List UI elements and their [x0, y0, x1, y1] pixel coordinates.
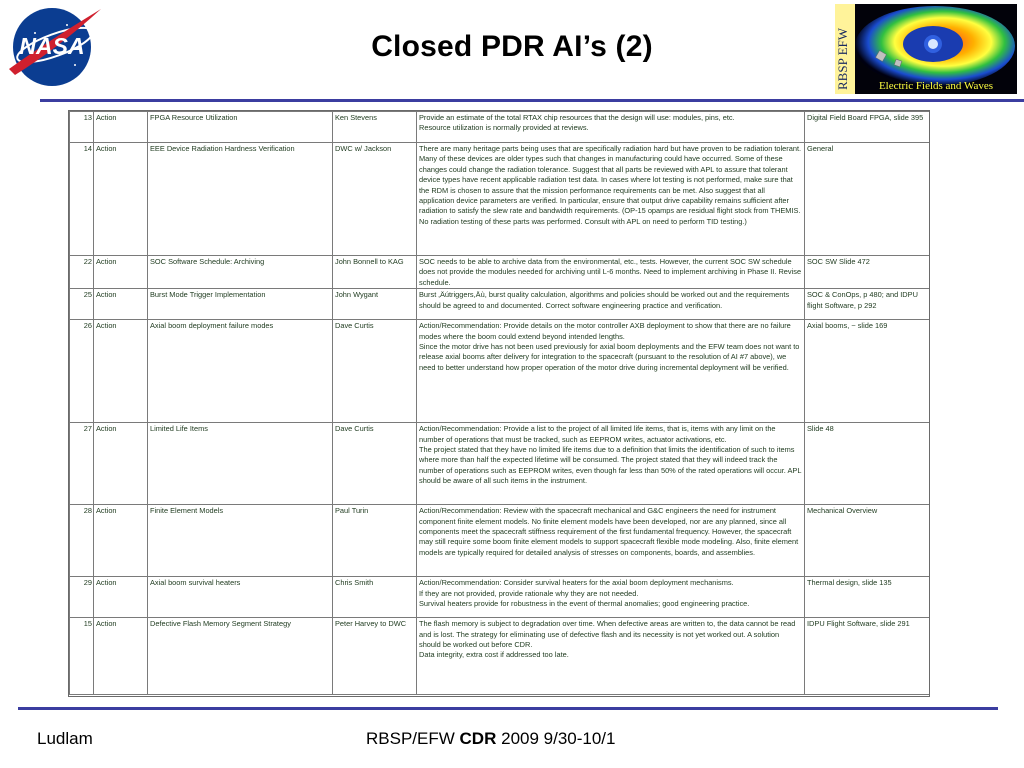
item-type-cell: Action [94, 618, 148, 695]
footer-author: Ludlam [37, 729, 93, 748]
item-reference-cell: Thermal design, slide 135 [805, 577, 931, 618]
item-title-cell: Limited Life Items [148, 423, 333, 505]
item-description-cell [417, 320, 805, 423]
item-number-cell: 29 [70, 577, 94, 618]
footer-project: RBSP/EFW [366, 729, 455, 748]
item-reference-cell: General [805, 143, 931, 256]
efw-logo [835, 4, 1017, 94]
item-number-cell: 25 [70, 289, 94, 320]
description-paragraph: There are many heritage parts being uses that are specifically radiation hard but have proven to be radiation tolerant. Many of these devices are older types such that changes in manufacturing could have occurred. Some of these changes could change the radiation tolerance. Suggest that all parts be reviewed with APL to assure that tolerant device types have recent applicable radiation test data. In cases where lot testing is not performed, make sure that the RDM is chosen to assure that the mission performance requirements can be met. Also suggest that all application device parameters are verified. In particular, ensure that output drive capability remains sufficient after radiation to satisfy the slew rate and bandwidth requirements. (OP-15 opamps are residual flight stock from THEMIS. No radiation testing of these parts was performed. Consult with APL on need to perform TID testing.) [419, 144, 802, 226]
item-description-cell [417, 143, 805, 256]
item-owner-cell: Ken Stevens [333, 112, 417, 143]
top-divider [40, 99, 1024, 102]
item-reference-cell: Mechanical Overview [805, 505, 931, 577]
item-number-cell: 14 [70, 143, 94, 256]
item-number-cell: 26 [70, 320, 94, 423]
description-paragraph: Action/Recommendation: Consider survival heaters for the axial boom deployment mechanisms. [419, 578, 734, 588]
item-type-cell: Action [94, 423, 148, 505]
action-items-table-frame [68, 110, 930, 697]
description-paragraph: Action/Recommendation: Review with the spacecraft mechanical and G&C engineers the need for instrument component finite element models. No finite element models have been developed, nor are any planned, since all components meet the spacecraft stiffness requirement of the first fundamental frequency. However, the spacecraft may still require some boom finite element models to support spacecraft flexible mode modeling. Also, finite element models are typically required for detailed analysis of stresses on components, boards, and assemblies. [419, 506, 799, 557]
item-reference-cell: SOC & ConOps, p 480; and IDPU flight Software, p 292 [805, 289, 931, 320]
item-type-cell: Action [94, 505, 148, 577]
nasa-wordmark: NASA [19, 33, 85, 59]
item-number-cell: 13 [70, 112, 94, 143]
item-type-cell: Action [94, 320, 148, 423]
item-title-cell: Axial boom deployment failure modes [148, 320, 333, 423]
item-title-cell: Burst Mode Trigger Implementation [148, 289, 333, 320]
table-row [70, 256, 931, 289]
item-type-cell: Action [94, 577, 148, 618]
item-owner-cell: John Wygant [333, 289, 417, 320]
table-row [70, 505, 931, 577]
item-reference-cell: SOC SW Slide 472 [805, 256, 931, 289]
table-row [70, 618, 931, 695]
item-reference-cell: IDPU Flight Software, slide 291 [805, 618, 931, 695]
table-row [70, 320, 931, 423]
description-paragraph: Action/Recommendation: Provide details on the motor controller AXB deployment to show that there are no failure modes where the boom could extend beyond intended lengths. [419, 321, 791, 341]
action-items-table [69, 111, 930, 695]
item-reference-cell: Slide 48 [805, 423, 931, 505]
item-number-cell: 27 [70, 423, 94, 505]
table-row [70, 289, 931, 320]
description-paragraph: Data integrity, extra cost if addressed too late. [419, 650, 569, 660]
item-description-cell [417, 256, 805, 289]
item-owner-cell: Peter Harvey to DWC [333, 618, 417, 695]
table-row [70, 112, 931, 143]
item-owner-cell: DWC w/ Jackson [333, 143, 417, 256]
item-title-cell: Finite Element Models [148, 505, 333, 577]
description-paragraph: If they are not provided, provide rationale why they are not needed. [419, 588, 639, 598]
item-type-cell: Action [94, 112, 148, 143]
item-title-cell: SOC Software Schedule: Archiving [148, 256, 333, 289]
item-title-cell: Defective Flash Memory Segment Strategy [148, 618, 333, 695]
description-paragraph: Burst ‚Äútriggers,Äù, burst quality calculation, algorithms and policies should be worked out and the requirements should be agreed to and documented. Correct software engineering practice and verification. [419, 290, 790, 310]
efw-caption: Electric Fields and Waves [878, 80, 994, 92]
efw-vertical-text: RBSP EFW [835, 27, 850, 90]
description-paragraph: Provide an estimate of the total RTAX chip resources that the design will use: modules, pins, etc. [419, 113, 735, 122]
item-title-cell: FPGA Resource Utilization [148, 112, 333, 143]
footer-review: CDR [459, 729, 497, 748]
item-number-cell: 15 [70, 618, 94, 695]
item-description-cell [417, 289, 805, 320]
item-type-cell: Action [94, 143, 148, 256]
table-row [70, 423, 931, 505]
description-paragraph: The flash memory is subject to degradation over time. When defective areas are written to, the data cannot be read and is lost. The strategy for eliminating use of defective flash and its necessity is not yet worked out. A solution should be worked out before CDR. [419, 619, 796, 650]
item-number-cell: 22 [70, 256, 94, 289]
item-description-cell [417, 618, 805, 695]
description-paragraph: Action/Recommendation: Provide a list to the project of all limited life items, that is, items with any limit on the number of operations that must be tracked, such as EEPROM writes, actuator activations, etc. [419, 424, 776, 444]
slide-title: Closed PDR AI’s (2) [371, 30, 653, 63]
table-row [70, 577, 931, 618]
description-paragraph: Survival heaters provide for robustness in the event of thermal anomalies; good engineering practice. [419, 599, 750, 609]
item-description-cell [417, 505, 805, 577]
item-owner-cell: Dave Curtis [333, 423, 417, 505]
description-paragraph: The project stated that they have no limited life items due to a definition that limits the identification of such to items where more than half the expected lifetime will be consumed. The project stated that they will indeed track the number of operations such as EEPROM writes, even though far less than 50% of the rated operations will occur. APL should be aware of all such items in the instrument. [419, 445, 802, 486]
item-owner-cell: Dave Curtis [333, 320, 417, 423]
item-title-cell: EEE Device Radiation Hardness Verification [148, 143, 333, 256]
footer-dates: 2009 9/30-10/1 [501, 729, 616, 748]
item-owner-cell: Paul Turin [333, 505, 417, 577]
item-owner-cell: Chris Smith [333, 577, 417, 618]
item-type-cell: Action [94, 289, 148, 320]
item-reference-cell: Axial booms, ~ slide 169 [805, 320, 931, 423]
item-description-cell [417, 577, 805, 618]
item-type-cell: Action [94, 256, 148, 289]
item-owner-cell: John Bonnell to KAG [333, 256, 417, 289]
description-paragraph: Since the motor drive has not been used previously for axial boom deployments and the EFW team does not want to release axial booms after delivery for integration to the spacecraft (pursuant to the resolution of AI #7 above), we need to better understand how proper operation of the motor drive during incremental deployment will be verified. [419, 342, 800, 372]
description-paragraph: Resource utilization is normally provided at reviews. [419, 123, 589, 133]
item-description-cell [417, 423, 805, 505]
description-paragraph: SOC needs to be able to archive data from the environmental, etc., tests. However, the current SOC SW schedule does not provide the modules needed for archiving until L-6 months. Need to implement archiving in Phase II. Revise schedule. [419, 257, 802, 287]
item-number-cell: 28 [70, 505, 94, 577]
item-description-cell [417, 112, 805, 143]
bottom-divider [18, 707, 998, 710]
item-reference-cell: Digital Field Board FPGA, slide 395 [805, 112, 931, 143]
table-row [70, 143, 931, 256]
item-title-cell: Axial boom survival heaters [148, 577, 333, 618]
footer-event [366, 729, 616, 749]
